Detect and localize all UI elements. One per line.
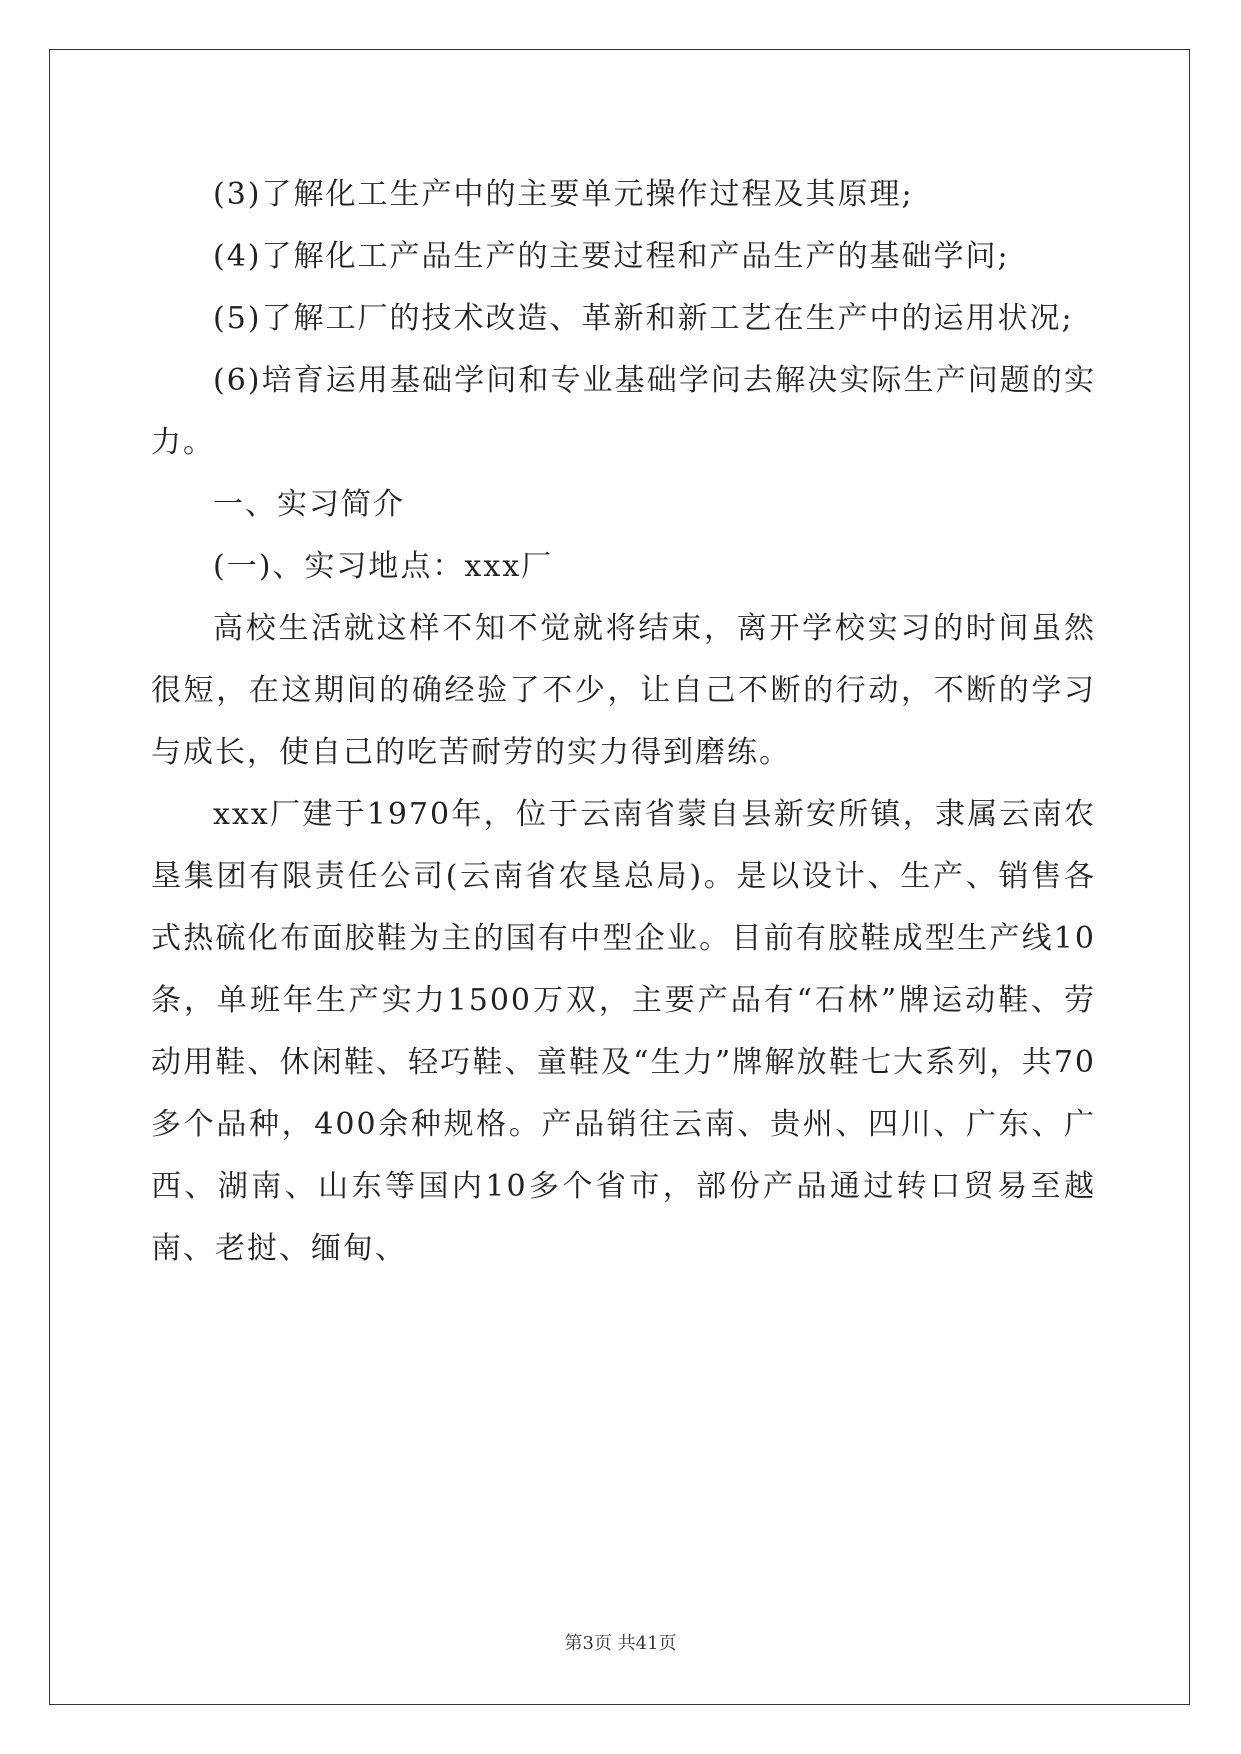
section-heading-internship-intro: 一、实习简介 [213, 487, 405, 522]
paragraph-factory-profile: xxx厂建于1970年，位于云南省蒙自县新安所镇，隶属云南农垦集团有限责任公司(云南省农垦总局)。是以设计、生产、销售各式热硫化布面胶鞋为主的国有中型企业。目前有胶鞋成型生产线10条，单班年生产实力1500万双，主要产品有“石林”牌运动鞋、劳动用鞋、休闲鞋、轻巧鞋、童鞋及“生力”牌解放鞋七大系列，共70多个品种，400余种规格。产品销往云南、贵州、四川、广东、广西、湖南、山东等国内10多个省市，部份产品通过转口贸易至越南、老挝、缅甸、 [151, 797, 1096, 1266]
paragraph-reflection: 高校生活就这样不知不觉就将结束，离开学校实习的时间虽然很短，在这期间的确经验了不少，让自己不断的行动，不断的学习与成长，使自己的吃苦耐劳的实力得到磨练。 [151, 611, 1096, 770]
paragraph-objective-6: (6)培育运用基础学问和专业基础学问去解决实际生产问题的实力。 [151, 363, 1096, 460]
page-footer: 第3页 共41页 [564, 1633, 677, 1654]
paragraph-objective-3: (3)了解化工生产中的主要单元操作过程及其原理; [213, 177, 914, 212]
paragraph-objective-4: (4)了解化工产品生产的主要过程和产品生产的基础学问; [213, 239, 1010, 274]
paragraph-objective-5: (5)了解工厂的技术改造、革新和新工艺在生产中的运用状况; [213, 301, 1074, 336]
document-body [151, 164, 1096, 1280]
subsection-heading-location: (一)、实习地点：xxx厂 [213, 549, 554, 584]
